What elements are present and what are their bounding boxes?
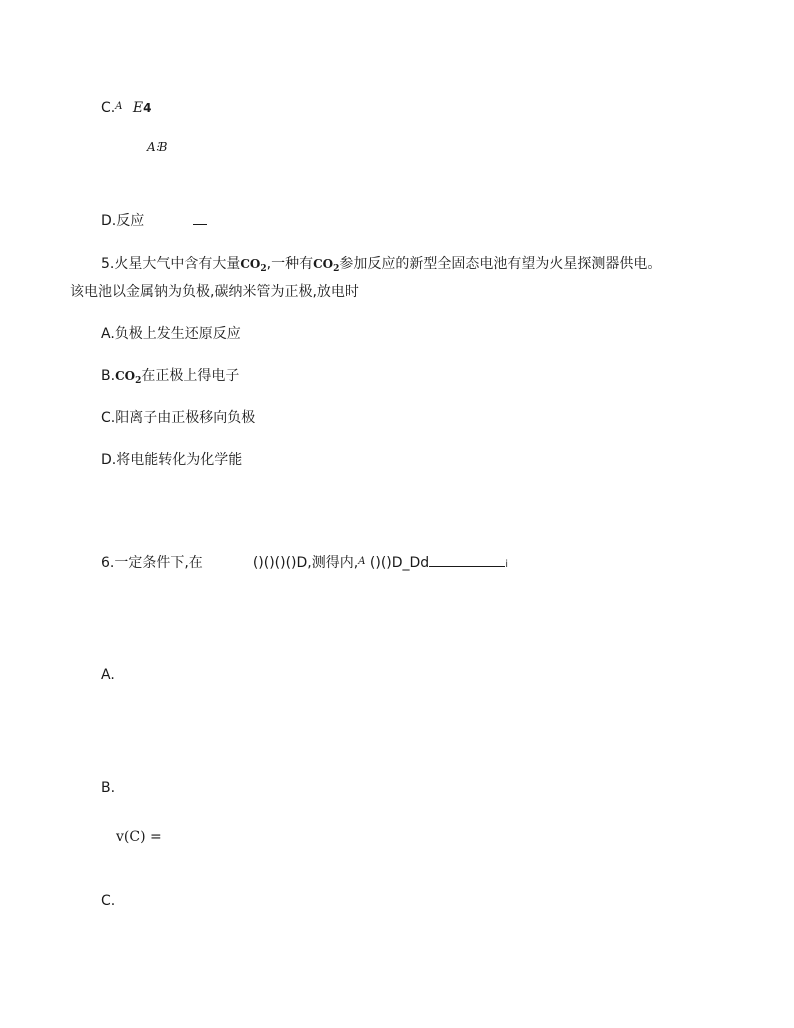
q4-option-c-formula-a: A [115,101,123,112]
q5-stem-part2: ,一种有 [266,256,314,272]
q5-co2-a-sub: 2 [260,264,267,274]
q5-option-a: A.负极上发生还原反应 [101,326,241,342]
q5-co2-a [240,257,267,274]
q4-option-d [101,212,207,230]
q4-option-c-subformula: A⫶B [147,140,168,154]
q5-option-b-text: 在正极上得电子 [141,368,240,384]
q6-stem-italic: A [358,556,366,567]
q5-co2-a-text: CO [240,257,261,271]
q4-option-c-formula-sub: 4 [143,101,152,115]
q6-stem-blank [429,554,505,567]
q4-option-d-text: 反应 [116,213,145,229]
q5-stem-part3: 参加反应的新型全固态电池有望为火星探测器供电。 [339,256,662,272]
q6-stem-part2: ()()()()D,测得内, [252,555,359,571]
q6-option-b-formula: v(C) = [116,829,162,845]
q4-option-c-formula-e: E [132,100,144,116]
q6-option-c: C. [101,893,116,909]
q5-stem-line2: 该电池以金属钠为负极,碳纳米管为正极,放电时 [70,284,359,300]
q6-stem-end: i [505,559,508,570]
q4-option-d-blank [193,212,207,225]
q5-co2-b-sub: 2 [333,264,340,274]
q5-option-b-co2-sub: 2 [135,376,142,386]
q5-option-b [101,367,239,390]
q4-option-c-label: C. [101,100,116,116]
q4-option-c [101,98,152,117]
q6-option-b: B. [101,780,116,796]
q5-option-b-co2 [115,369,142,386]
q4-option-d-label: D. [101,213,117,229]
q6-stem-part1: 6.一定条件下,在 [101,555,203,571]
q5-option-d: D.将电能转化为化学能 [101,452,243,468]
q6-stem-part3: ()()D_Dd [369,555,430,571]
q5-option-b-co2-text: CO [115,369,136,383]
q5-stem-part1: 5.火星大气中含有大量 [101,256,241,272]
q5-option-b-label: B. [101,368,116,384]
q5-stem-line1 [101,255,661,278]
q6-stem [101,553,508,574]
q5-co2-b [313,257,340,274]
q5-option-c: C.阳离子由正极移向负极 [101,410,256,426]
q5-co2-b-text: CO [313,257,334,271]
q6-option-a: A. [101,667,115,683]
